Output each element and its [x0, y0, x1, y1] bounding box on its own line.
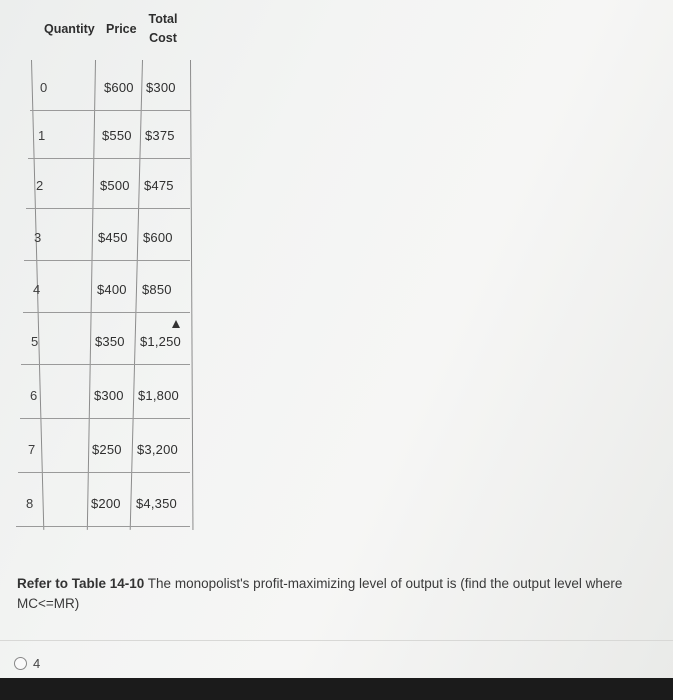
cell-quantity: 1 [38, 128, 46, 143]
answer-option-label: 4 [33, 656, 41, 671]
header-price: Price [106, 22, 137, 36]
cell-total-cost: $375 [145, 128, 175, 143]
grid-line [18, 472, 190, 473]
cell-quantity: 6 [30, 388, 38, 403]
grid-line [21, 364, 190, 365]
question-text [17, 574, 657, 614]
cell-total-cost: $850 [142, 282, 172, 297]
header-total-line1: Total [148, 12, 178, 26]
question-reference: Refer to Table 14-10 [17, 576, 145, 591]
table-row [0, 160, 200, 210]
grid-line [16, 526, 190, 527]
grid-line [24, 260, 190, 261]
cell-price: $400 [97, 282, 127, 297]
header-quantity: Quantity [44, 22, 95, 36]
cell-price: $600 [104, 80, 134, 95]
cell-quantity: 0 [40, 80, 48, 95]
cell-total-cost: $600 [143, 230, 173, 245]
cell-quantity: 4 [33, 282, 41, 297]
mouse-cursor-icon [172, 320, 180, 328]
cell-total-cost: $1,250 [140, 334, 181, 349]
cell-total-cost: $475 [144, 178, 174, 193]
cell-price: $250 [92, 442, 122, 457]
cell-total-cost: $3,200 [137, 442, 178, 457]
cell-price: $450 [98, 230, 128, 245]
cell-total-cost: $1,800 [138, 388, 179, 403]
table-row [0, 370, 200, 420]
table-row [0, 478, 200, 528]
grid-line [23, 312, 190, 313]
question-body: The monopolist's profit-maximizing level of output is (find the output level where MC<=MR) [17, 576, 623, 611]
cell-quantity: 8 [26, 496, 34, 511]
grid-line [20, 418, 190, 419]
cell-price: $500 [100, 178, 130, 193]
cell-quantity: 7 [28, 442, 36, 457]
divider [0, 640, 673, 641]
table-row [0, 62, 200, 112]
radio-button-icon[interactable] [14, 657, 27, 670]
header-total-cost [146, 10, 180, 48]
grid-line [28, 158, 190, 159]
bottom-bar [0, 678, 673, 700]
grid-line [26, 208, 190, 209]
cell-total-cost: $4,350 [136, 496, 177, 511]
cell-price: $200 [91, 496, 121, 511]
table-row [0, 264, 200, 314]
cell-quantity: 2 [36, 178, 44, 193]
header-total-line2: Cost [149, 31, 177, 45]
table-row [0, 110, 200, 160]
cell-quantity: 5 [31, 334, 39, 349]
answer-option[interactable] [14, 656, 40, 671]
table-row [0, 316, 200, 366]
cell-price: $350 [95, 334, 125, 349]
cell-total-cost: $300 [146, 80, 176, 95]
cell-quantity: 3 [34, 230, 42, 245]
table-row [0, 424, 200, 474]
cell-price: $300 [94, 388, 124, 403]
table-row [0, 212, 200, 262]
cost-table [0, 0, 200, 540]
cell-price: $550 [102, 128, 132, 143]
